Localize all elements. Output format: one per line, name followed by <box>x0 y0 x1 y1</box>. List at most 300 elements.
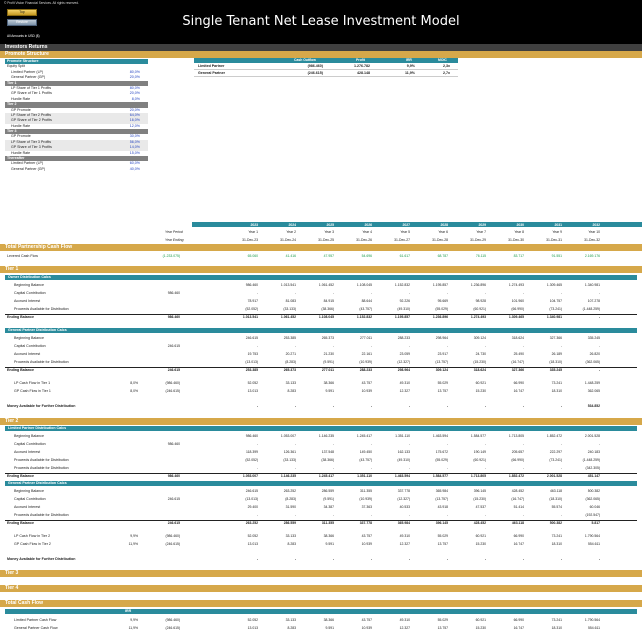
row-label: Limited Partner Cash Flow <box>14 618 57 622</box>
row-value: - <box>446 466 448 470</box>
tier1-money-cell: - <box>256 404 258 408</box>
row-value: 98.928 <box>475 299 486 303</box>
row-value: 13.013 <box>247 389 258 393</box>
row-label: Capital Contribution <box>14 344 46 348</box>
row-label: Accrued Interest <box>14 299 41 303</box>
tier1-money-cell: - <box>294 404 296 408</box>
row-value: - <box>256 291 258 295</box>
row-value: 15.230 <box>475 542 486 546</box>
row-value: 2.001.528 <box>546 474 562 478</box>
promote-label: GP Share of Tier 3 Profits <box>11 145 52 150</box>
top-button[interactable]: Top <box>7 9 37 16</box>
tier1-money-label: Money Available for Further Distribution <box>7 404 76 408</box>
row-value: - <box>598 344 600 348</box>
row-value: - <box>256 344 258 348</box>
row-value: 49.310 <box>399 381 410 385</box>
row-value: (52.052) <box>245 458 258 462</box>
row-value: - <box>522 442 524 446</box>
row-value: 311.355 <box>359 489 372 493</box>
year-ending-cell: 31-Dec-25 <box>318 238 334 242</box>
row-value: 33.133 <box>285 618 296 622</box>
promote-label: GP Promote <box>11 107 31 112</box>
promote-value[interactable]: 8,0% <box>131 96 140 101</box>
row-value: (15.230) <box>473 360 486 364</box>
row-value: - <box>294 466 296 470</box>
row-value: 15.230 <box>475 389 486 393</box>
total-rule <box>5 520 637 521</box>
row-value: 9.591 <box>325 389 334 393</box>
row-label: Beginning Balance <box>14 283 44 287</box>
page-title: Single Tenant Net Lease Investment Model <box>182 14 460 29</box>
row-value: 1.195.857 <box>432 283 448 287</box>
row-value: - <box>408 466 410 470</box>
row-initial: 986.460 <box>167 442 180 446</box>
row-value: 1.274.493 <box>470 315 486 319</box>
levered-cf-cell: 2.169.176 <box>584 254 600 258</box>
year-period-cell: Year 1 <box>248 230 258 234</box>
row-value: 26.820 <box>589 352 600 356</box>
row-value: 26.189 <box>551 352 562 356</box>
row-rate: 9,9% <box>130 534 138 538</box>
tier1-owner-calcs-header: Owner Distribution Calcs <box>5 275 637 280</box>
row-value: (1.448.259) <box>582 307 600 311</box>
row-value: 49.310 <box>399 618 410 622</box>
summary-gp-label: General Partner <box>198 71 225 76</box>
row-rate: 9,9% <box>130 618 138 622</box>
row-value: - <box>522 513 524 517</box>
row-value: 1.152.832 <box>394 283 410 287</box>
row-value: 1.448.259 <box>584 381 600 385</box>
row-value: 240.183 <box>587 450 600 454</box>
row-value: - <box>408 442 410 446</box>
tier2-lp-calcs-header: Limited Partner Distribution Calcs <box>5 426 637 431</box>
row-value: - <box>598 368 600 372</box>
row-value: 20.271 <box>285 352 296 356</box>
row-initial: 246.615 <box>167 497 180 501</box>
row-value: (18.310) <box>549 360 562 364</box>
row-value: - <box>294 513 296 517</box>
promote-label: GP Promote <box>11 134 31 139</box>
row-value: (66.990) <box>511 458 524 462</box>
row-value: 55.029 <box>437 618 448 622</box>
year-label: 2027 <box>402 223 410 227</box>
row-value: 13.757 <box>437 542 448 546</box>
row-value: 10.939 <box>361 626 372 630</box>
returns-summary-table <box>194 58 458 77</box>
promote-label: Hurdle Rate <box>11 123 31 128</box>
row-value: 1.013.541 <box>280 283 296 287</box>
row-value: 8.283 <box>287 626 296 630</box>
row-value: 298.964 <box>435 336 448 340</box>
tier2-money-cell: - <box>522 557 524 561</box>
row-value: - <box>560 513 562 517</box>
tier1-money-cell: - <box>522 404 524 408</box>
year-label: 2026 <box>364 223 372 227</box>
row-rate: 8,0% <box>130 389 138 393</box>
row-value: 1.236.896 <box>432 315 448 319</box>
summary-gp-profit: 428.148 <box>357 71 370 76</box>
row-value: 554.611 <box>587 542 600 546</box>
row-value: 1.351.110 <box>395 434 410 438</box>
copyright-text: © Profit Vision Financial Services. All rights reserved. <box>4 1 79 5</box>
promote-structure-table <box>5 59 148 172</box>
levered-cf-cell: 65.060 <box>247 254 258 258</box>
promote-label: Tier 2 <box>7 102 17 107</box>
row-value: 15.230 <box>475 626 486 630</box>
promote-label: Tier 3 <box>7 129 17 134</box>
year-ending-label: Year Ending <box>165 238 184 242</box>
row-label: Proceeds Available for Distribution <box>14 360 69 364</box>
row-label: Accrued Interest <box>14 505 41 509</box>
row-value: (10.939) <box>359 360 372 364</box>
year-ending-cell: 31-Dec-28 <box>432 238 448 242</box>
tier1-money-cell: 534.852 <box>587 404 600 408</box>
row-value: (12.327) <box>397 360 410 364</box>
row-value: 337.778 <box>359 521 372 525</box>
row-value: - <box>560 291 562 295</box>
row-value: (33.133) <box>283 458 296 462</box>
row-label: Proceeds Available for Distribution <box>14 307 69 311</box>
row-value: 986.460 <box>245 283 258 287</box>
tier2-money-cell: - <box>408 557 410 561</box>
row-value: - <box>408 344 410 348</box>
row-value: 43.757 <box>361 534 372 538</box>
row-value: - <box>332 291 334 295</box>
row-value: 396.145 <box>435 521 448 525</box>
promote-value[interactable]: 80,0% <box>129 69 140 74</box>
row-value: (52.052) <box>245 307 258 311</box>
row-label: GP Cash Flow in Tier 2 <box>14 542 51 546</box>
row-value: - <box>484 442 486 446</box>
row-value: 5.817 <box>591 521 600 525</box>
row-label: Accrued Interest <box>14 352 41 356</box>
row-value: 13.013 <box>247 626 258 630</box>
year-period-cell: Year 8 <box>514 230 524 234</box>
year-period-label: Year Period <box>165 230 183 234</box>
row-value: 60.921 <box>475 618 486 622</box>
year-ending-cell: 31-Dec-29 <box>470 238 486 242</box>
row-value: 1.195.857 <box>394 315 410 319</box>
row-value: 1.351.110 <box>357 474 372 478</box>
row-value: (73.241) <box>549 458 562 462</box>
row-value: - <box>332 466 334 470</box>
row-value: 1.309.465 <box>508 315 524 319</box>
row-label: Ending Balance <box>7 521 34 525</box>
row-value: 24.730 <box>475 352 486 356</box>
row-value: 73.241 <box>551 534 562 538</box>
promote-label: General Partner (GP) <box>11 166 46 171</box>
row-value: 311.355 <box>321 521 334 525</box>
summary-header-cash-outflow: Cash Outflow <box>294 58 316 62</box>
section-tier-1: Tier 1 <box>0 266 642 273</box>
row-value: - <box>294 442 296 446</box>
promote-value[interactable]: 20,0% <box>129 75 140 80</box>
levered-cf-cell: 76.115 <box>475 254 486 258</box>
row-value: 73.241 <box>551 618 562 622</box>
row-value: 175.672 <box>435 450 448 454</box>
row-value: 47.537 <box>475 505 486 509</box>
row-value: (13.757) <box>435 360 448 364</box>
tier1-gp-calcs-header: General Partner Distribution Calcs <box>5 328 637 333</box>
tier1-money-cell: - <box>446 404 448 408</box>
row-value: 18.310 <box>551 626 562 630</box>
row-value: 428.452 <box>473 521 486 525</box>
tier1-money-cell: - <box>332 404 334 408</box>
tier2-money-cell: - <box>484 557 486 561</box>
year-ending-cell: 31-Dec-26 <box>356 238 372 242</box>
summary-lp-outflow: (986.460) <box>307 64 323 69</box>
row-value: 1.584.577 <box>432 474 448 478</box>
row-value: 51.414 <box>513 505 524 509</box>
row-value: 13.757 <box>437 626 448 630</box>
row-label: LP Cash Flow in Tier 1 <box>14 381 51 385</box>
promote-label: General Partner (GP) <box>11 75 46 80</box>
row-value: 318.624 <box>473 368 486 372</box>
row-value: 365.984 <box>397 521 410 525</box>
row-value: 428.452 <box>511 489 524 493</box>
row-value: - <box>522 291 524 295</box>
levered-cf-label: Levered Cash Flow <box>7 254 38 258</box>
year-period-cell: Year 7 <box>476 230 486 234</box>
row-value: - <box>256 513 258 517</box>
row-value: 335.245 <box>549 368 562 372</box>
summary-header-moic: MOIC <box>438 58 447 62</box>
promote-value[interactable]: 64,0% <box>129 112 140 117</box>
row-value: 362.065 <box>587 389 600 393</box>
row-value: (55.029) <box>435 458 448 462</box>
row-value: 253.385 <box>245 368 258 372</box>
row-label: Proceeds Available for Distribution <box>14 513 69 517</box>
promote-value[interactable]: 56,0% <box>129 139 140 144</box>
row-value: 1.790.564 <box>584 534 600 538</box>
row-value: (15.230) <box>473 497 486 501</box>
summary-lp-label: Limited Partner <box>198 64 225 69</box>
row-value: 318.624 <box>511 336 524 340</box>
row-value: 38.366 <box>323 618 334 622</box>
promote-value[interactable]: 12,0% <box>129 123 140 128</box>
row-value: (49.310) <box>397 307 410 311</box>
row-value: 16.747 <box>513 542 524 546</box>
row-value: - <box>522 344 524 348</box>
restore-button[interactable]: Restore <box>7 19 37 26</box>
row-value: 10.939 <box>361 542 372 546</box>
row-value: 10.939 <box>361 389 372 393</box>
row-value: 8.283 <box>287 542 296 546</box>
row-value: 1.790.564 <box>584 618 600 622</box>
row-value: - <box>370 442 372 446</box>
row-label: Beginning Balance <box>14 489 44 493</box>
row-value: - <box>598 315 600 319</box>
section-total-partnership-cf: Total Partnership Cash Flow <box>0 244 642 251</box>
row-value: 463.118 <box>511 521 524 525</box>
promote-label: Hurdle Rate <box>11 96 31 101</box>
row-value: (38.366) <box>321 307 334 311</box>
section-tier-4: Tier 4 <box>0 585 642 592</box>
row-value: 1.061.452 <box>280 315 296 319</box>
row-value: (38.366) <box>321 458 334 462</box>
row-value: (49.310) <box>397 458 410 462</box>
row-value: 107.278 <box>587 299 600 303</box>
row-value: 1.146.235 <box>280 474 296 478</box>
row-value: 1.713.805 <box>508 434 524 438</box>
row-value: 500.382 <box>587 489 600 493</box>
row-value: 396.145 <box>473 489 486 493</box>
row-value: - <box>370 291 372 295</box>
levered-cf-total: (1.233.075) <box>162 254 180 258</box>
row-value: 263.252 <box>245 521 258 525</box>
summary-lp-irr: 9,9% <box>406 64 415 69</box>
row-value: 265.373 <box>321 336 334 340</box>
promote-value[interactable]: 14,0% <box>129 145 140 150</box>
tier1-money-cell: - <box>370 404 372 408</box>
year-ending-cell: 31-Dec-30 <box>508 238 524 242</box>
tier1-money-cell: - <box>484 404 486 408</box>
row-value: 253.385 <box>283 336 296 340</box>
row-value: 190.149 <box>473 450 486 454</box>
row-value: 38.366 <box>323 534 334 538</box>
year-ending-cell: 31-Dec-27 <box>394 238 410 242</box>
row-value: 451.147 <box>587 474 600 478</box>
tier2-gp-calcs-header: General Partner Distribution Calcs <box>5 481 637 486</box>
row-value: - <box>598 442 600 446</box>
summary-row-lp <box>194 63 458 70</box>
row-value: 33.133 <box>285 534 296 538</box>
row-value: 327.366 <box>549 336 562 340</box>
row-value: 37.363 <box>361 505 372 509</box>
row-value: (342.305) <box>585 466 600 470</box>
row-initial: (246.615) <box>165 626 180 630</box>
tier2-money-cell: - <box>332 557 334 561</box>
row-value: 309.124 <box>473 336 486 340</box>
row-value: 309.124 <box>435 368 448 372</box>
row-value: 84.915 <box>323 299 334 303</box>
year-period-cell: Year 10 <box>588 230 600 234</box>
row-value: - <box>598 291 600 295</box>
year-label: 2032 <box>592 223 600 227</box>
row-value: (18.310) <box>549 497 562 501</box>
year-label: 2029 <box>478 223 486 227</box>
promote-value[interactable]: 30,0% <box>129 134 140 139</box>
promote-value[interactable]: 80,0% <box>129 85 140 90</box>
row-value: (60.921) <box>473 307 486 311</box>
row-value: - <box>408 513 410 517</box>
row-value: 8.283 <box>287 389 296 393</box>
row-value: - <box>446 442 448 446</box>
row-value: 286.559 <box>321 489 334 493</box>
row-label: Proceeds Available for Distribution <box>14 458 69 462</box>
row-value: 263.252 <box>283 489 296 493</box>
row-value: (13.013) <box>245 497 258 501</box>
row-value: 1.013.541 <box>242 315 258 319</box>
row-initial: 986.460 <box>167 474 180 478</box>
row-label: Accrued Interest <box>14 450 41 454</box>
row-value: - <box>446 513 448 517</box>
row-value: 16.747 <box>513 389 524 393</box>
levered-cf-cell: 47.957 <box>323 254 334 258</box>
row-value: - <box>484 513 486 517</box>
row-value: 288.233 <box>397 336 410 340</box>
tier2-money-cell: - <box>294 557 296 561</box>
row-value: 2.001.528 <box>584 434 600 438</box>
levered-cf-cell: 68.787 <box>437 254 448 258</box>
promote-label: LP Share of Tier 1 Profits <box>11 85 52 90</box>
row-initial: 986.460 <box>167 315 180 319</box>
row-value: 327.366 <box>511 368 524 372</box>
row-value: (9.591) <box>323 360 334 364</box>
levered-cf-cell: 61.617 <box>399 254 410 258</box>
promote-label: Thereafter <box>7 156 25 161</box>
row-label: Proceeds Available for Distribution <box>14 466 69 470</box>
row-value: 1.852.472 <box>546 434 562 438</box>
promote-value[interactable]: 40,0% <box>129 166 140 171</box>
row-value: - <box>408 291 410 295</box>
row-value: 13.013 <box>247 542 258 546</box>
promote-value[interactable]: 20,0% <box>129 91 140 96</box>
row-value: 137.548 <box>321 450 334 454</box>
row-value: 43.757 <box>361 381 372 385</box>
promote-label: Hurdle Rate <box>11 150 31 155</box>
row-value: (43.757) <box>359 458 372 462</box>
row-value: 92.226 <box>399 299 410 303</box>
row-value: 60.046 <box>589 505 600 509</box>
total-rule <box>5 473 637 474</box>
section-total-cash-flow: Total Cash Flow <box>0 600 642 607</box>
tier2-money-cell: - <box>370 557 372 561</box>
row-value: 9.591 <box>325 626 334 630</box>
row-value: - <box>560 344 562 348</box>
row-value: 1.152.832 <box>356 315 372 319</box>
tier2-money-cell: - <box>560 557 562 561</box>
promote-value[interactable]: 20,0% <box>129 107 140 112</box>
row-value: 29.400 <box>247 505 258 509</box>
year-ending-cell: 31-Dec-24 <box>280 238 296 242</box>
row-value: 118.399 <box>245 450 258 454</box>
row-value: (73.241) <box>549 307 562 311</box>
row-value: 52.052 <box>247 534 258 538</box>
row-value: 1.236.896 <box>470 283 486 287</box>
row-value: - <box>522 466 524 470</box>
promote-row <box>5 167 148 172</box>
row-value: - <box>484 344 486 348</box>
row-value: (10.939) <box>359 497 372 501</box>
row-value: 73.241 <box>551 381 562 385</box>
row-value: - <box>484 466 486 470</box>
promote-value[interactable]: 16,0% <box>129 118 140 123</box>
promote-value[interactable]: 60,0% <box>129 161 140 166</box>
row-value: (1.448.259) <box>582 458 600 462</box>
row-value: - <box>294 344 296 348</box>
promote-label: Limited Partner (LP) <box>11 161 44 166</box>
row-value: 335.245 <box>587 336 600 340</box>
row-rate: 8,0% <box>130 381 138 385</box>
amounts-note: All Amounts in USD ($) <box>7 34 40 38</box>
row-value: 126.361 <box>283 450 296 454</box>
row-value: (66.990) <box>511 307 524 311</box>
row-value: 55.029 <box>437 381 448 385</box>
row-value: (55.029) <box>435 307 448 311</box>
row-value: 463.118 <box>549 489 562 493</box>
row-value: (9.591) <box>323 497 334 501</box>
row-value: - <box>332 442 334 446</box>
year-label: 2024 <box>288 223 296 227</box>
row-value: 1.309.465 <box>546 283 562 287</box>
total-rule <box>5 367 637 368</box>
row-value: 12.327 <box>399 542 410 546</box>
promote-value[interactable]: 15,0% <box>129 150 140 155</box>
row-value: - <box>256 466 258 470</box>
row-value: 1.340.981 <box>546 315 562 319</box>
row-value: 52.052 <box>247 618 258 622</box>
